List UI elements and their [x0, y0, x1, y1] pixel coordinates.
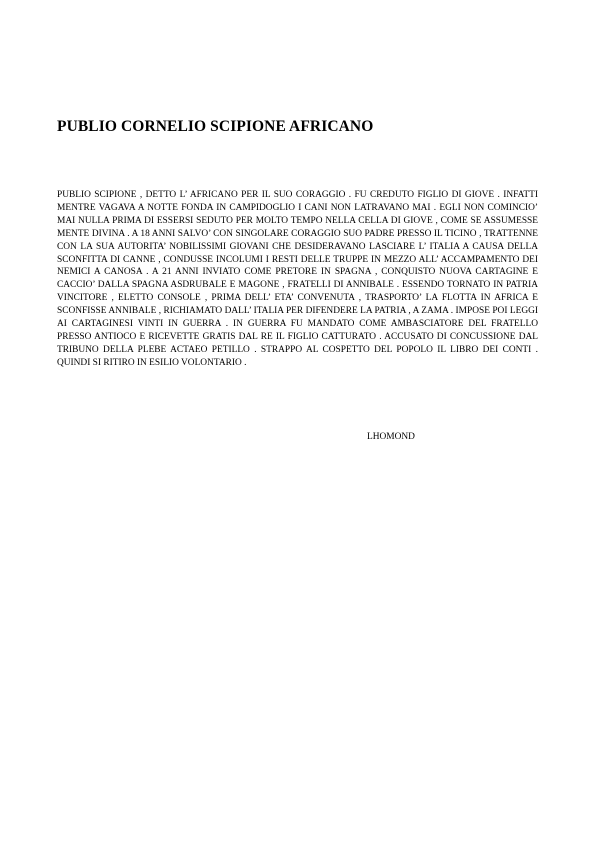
- body-paragraph: PUBLIO SCIPIONE , DETTO L’ AFRICANO PER IL SUO CORAGGIO . FU CREDUTO FIGLIO DI GIOVE . INFATTI MENTRE VAGAVA A NOTTE FONDA IN CAMPIDOGLIO I CANI NON LATRAVANO MAI . EGLI NON COMINCIO’ MAI NULLA PRIMA DI ESSERSI SEDUTO PER MOLTO TEMPO NELLA CELLA DI GIOVE , COME SE ASSUMESSE MENTE DIVINA . A 18 ANNI SALVO’ CON SINGOLARE CORAGGIO SUO PADRE PRESSO IL TICINO , TRATTENNE CON LA SUA AUTORITA’ NOBILISSIMI GIOVANI CHE DESIDERAVANO LASCIARE L’ ITALIA A CAUSA DELLA SCONFITTA DI CANNE , CONDUSSE INCOLUMI I RESTI DELLE TRUPPE IN MEZZO ALL’ ACCAMPAMENTO DEI NEMICI A CANOSA . A 21 ANNI INVIATO COME PRETORE IN SPAGNA , CONQUISTO NUOVA CARTAGINE E CACCIO’ DALLA SPAGNA ASDRUBALE E MAGONE , FRATELLI DI ANNIBALE . ESSENDO TORNATO IN PATRIA VINCITORE , ELETTO CONSOLE , PRIMA DELL’ ETA’ CONVENUTA , TRASPORTO’ LA FLOTTA IN AFRICA E SCONFISSE ANNIBALE , RICHIAMATO DALL’ ITALIA PER DIFENDERE LA PATRIA , A ZAMA . IMPOSE POI LEGGI AI CARTAGINESI VINTI IN GUERRA . IN GUERRA FU MANDATO COME AMBASCIATORE DEL FRATELLO PRESSO ANTIOCO E RICEVETTE GRATIS DAL RE IL FIGLIO CATTURATO . ACCUSATO DI CONCUSSIONE DAL TRIBUNO DELLA PLEBE ACTAEO PETILLO . STRAPPO AL COSPETTO DEL POPOLO IL LIBRO DEI CONTI . QUINDI SI RITIRO IN ESILIO VOLONTARIO .: [57, 190, 538, 368]
- author-signature: LHOMOND: [367, 432, 415, 442]
- page-title: PUBLIO CORNELIO SCIPIONE AFRICANO: [57, 118, 374, 135]
